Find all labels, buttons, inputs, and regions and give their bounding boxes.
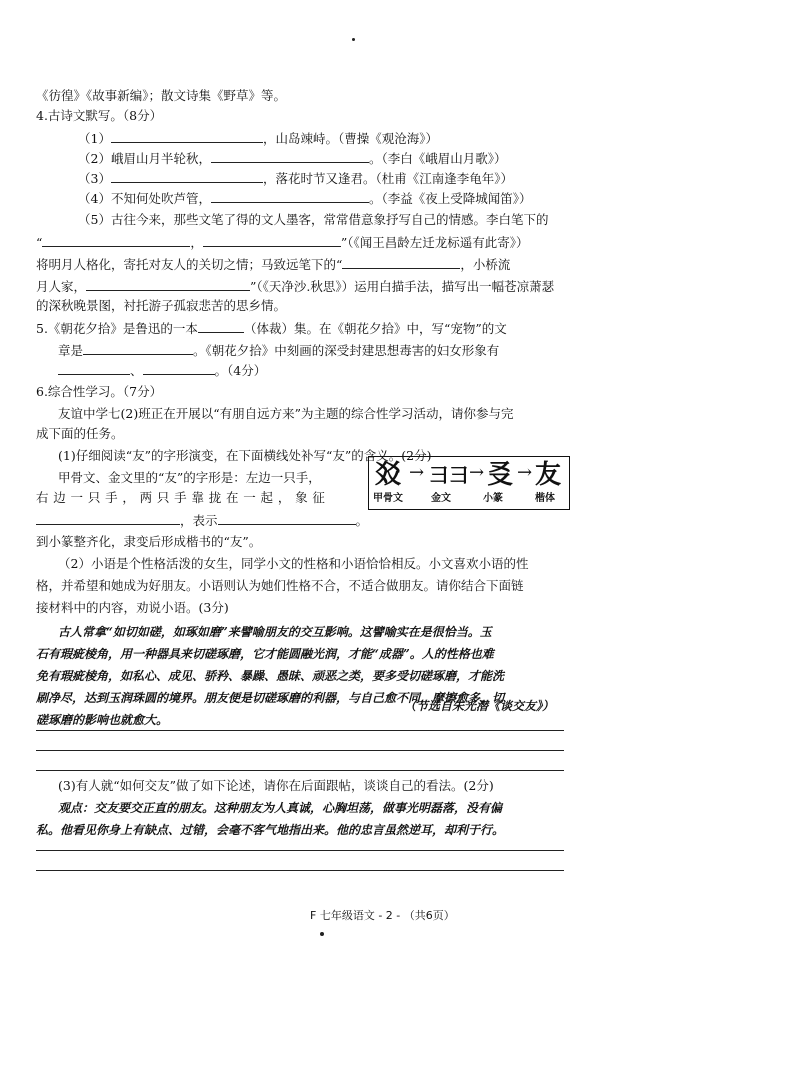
label-regular: 楷体 (535, 493, 555, 504)
arrow-icon: → (517, 462, 533, 483)
q6-task1-prompt: (1)仔细阅读“友”的字形演变，在下面横线处补写“友”的含义。(2分) (58, 448, 432, 463)
q6-task2-line2: 格，并希望和她成为好朋友。小语则认为她们性格不合，不适合做朋友。请你结合下面链 (36, 578, 524, 593)
passage-line-2: 石有瑕疵棱角，用一种器具来切磋琢磨，它才能圆融光润，才能“成器”。人的性格也难 (36, 647, 494, 661)
q4-item-5-line2: “ ， ”（《闻王昌龄左迁龙标遥有此寄》） (36, 232, 529, 253)
q6-task2-line1: （2）小语是个性格活泼的女生，同学小文的性格和小语恰恰相反。小文喜欢小语的性 (58, 556, 529, 571)
answer-blank[interactable] (143, 360, 215, 375)
q6-task2-line3: 接材料中的内容，劝说小语。(3分) (36, 600, 229, 615)
answer-blank[interactable] (211, 148, 369, 163)
label-bronze: 金文 (431, 493, 451, 504)
answer-blank[interactable] (203, 232, 341, 247)
question-4-heading: 4.古诗文默写。（8分） (36, 108, 163, 123)
passage-line-5: 磋琢磨的影响也就愈大。 (36, 713, 169, 727)
passage-line-4: 刷净尽，达到玉润珠圆的境界。朋友便是切磋琢磨的利器，与自己愈不同，摩擦愈多，切 (36, 691, 505, 705)
answer-line[interactable] (36, 770, 564, 771)
q4-item-5-intro: （5）古往今来，那些文笔了得的文人墨客，常常借意象抒写自己的情感。李白笔下的 (78, 212, 549, 227)
q6-task1-line4: 到小篆整齐化，隶变后形成楷书的“友”。 (36, 534, 262, 549)
viewpoint-line-1: 观点：交友要交正直的朋友。这种朋友为人真诚，心胸坦荡，做事光明磊落，没有偏 (58, 801, 503, 815)
q4-item-5-line3: 将明月人格化，寄托对友人的关切之情；马致远笔下的“ ，小桥流 (36, 254, 510, 275)
label-oracle-bone: 甲骨文 (373, 493, 403, 504)
answer-blank[interactable] (58, 360, 130, 375)
q6-task1-line3: ，表示 。 (36, 510, 368, 531)
arrow-icon: → (469, 462, 485, 483)
passage-line-1: 古人常拿“如切如磋，如琢如磨”来譬喻朋友的交互影响。这譬喻实在是很恰当。玉 (58, 625, 492, 639)
q6-task1-line1: 甲骨文、金文里的“友”的字形是：左边一只手， (58, 470, 321, 485)
question-5-line3: 、 。（4分） (58, 360, 266, 381)
q4-item-1: （1） ，山岛竦峙。（曹操《观沧海》） (78, 128, 438, 149)
question-6-heading: 6.综合性学习。（7分） (36, 384, 163, 399)
answer-blank[interactable] (111, 128, 263, 143)
answer-blank[interactable] (42, 232, 190, 247)
page-footer: F 七年级语文 - 2 - （共6页） (310, 909, 455, 922)
arrow-icon: → (409, 462, 425, 483)
scan-speck (352, 38, 355, 41)
answer-blank[interactable] (342, 254, 460, 269)
passage-source: （节选自朱光潜《谈交友》） (404, 699, 555, 713)
q6-intro-line1: 友谊中学七(2)班正在开展以“有朋自远方来”为主题的综合性学习活动，请你参与完 (58, 406, 514, 421)
seal-glyph: 㕛 (487, 460, 514, 490)
oracle-bone-glyph: 㸚 (375, 460, 402, 490)
answer-blank[interactable] (86, 276, 250, 291)
answer-blank[interactable] (198, 318, 244, 333)
answer-blank[interactable] (218, 510, 356, 525)
answer-blank[interactable] (36, 510, 180, 525)
passage-line-3: 免有瑕疵棱角，如私心、成见、骄矜、暴躁、愚昧、顽恶之类，要多受切磋琢磨，才能洗 (36, 669, 505, 683)
q6-task3-prompt: (3)有人就“如何交友”做了如下论述，请你在后面跟帖，谈谈自己的看法。(2分) (58, 778, 494, 793)
answer-blank[interactable] (111, 168, 263, 183)
q4-item-5-line5: 的深秋晚景图，衬托游子孤寂悲苦的思乡情。 (36, 298, 287, 313)
question-5-line2: 章是 。《朝花夕拾》中刻画的深受封建思想毒害的妇女形象有 (58, 340, 499, 361)
answer-blank[interactable] (211, 188, 369, 203)
q6-task1-line2: 右 边 一 只 手 ， 两 只 手 靠 拢 在 一 起 ， 象 征 (36, 490, 326, 505)
viewpoint-line-2: 私。他看见你身上有缺点、过错，会毫不客气地指出来。他的忠言虽然逆耳，却利于行。 (36, 823, 505, 837)
character-evolution-box (368, 456, 570, 510)
scan-speck (320, 932, 324, 936)
q6-intro-line2: 成下面的任务。 (36, 426, 124, 441)
bronze-glyph: 彐彐 (429, 463, 469, 487)
q4-item-4: （4）不知何处吹芦管， 。（李益《夜上受降城闻笛》） (78, 188, 531, 209)
q4-item-5-line4: 月人家， ”（《天净沙.秋思》）运用白描手法，描写出一幅苍凉萧瑟 (36, 276, 554, 297)
answer-line[interactable] (36, 850, 564, 851)
answer-line[interactable] (36, 870, 564, 871)
answer-line[interactable] (36, 750, 564, 751)
answer-line[interactable] (36, 730, 564, 731)
q4-item-2: （2）峨眉山月半轮秋， 。（李白《峨眉山月歌》） (78, 148, 506, 169)
continuation-line: 《彷徨》《故事新编》；散文诗集《野草》等。 (36, 88, 287, 103)
question-5-line1: 5.《朝花夕拾》是鲁迅的一本 （体裁）集。在《朝花夕拾》中，写“宠物”的文 (36, 318, 507, 339)
regular-glyph: 友 (535, 460, 562, 490)
q4-item-3: （3） ，落花时节又逢君。（杜甫《江南逢李龟年》） (78, 168, 513, 189)
answer-blank[interactable] (83, 340, 193, 355)
label-seal: 小篆 (483, 493, 503, 504)
